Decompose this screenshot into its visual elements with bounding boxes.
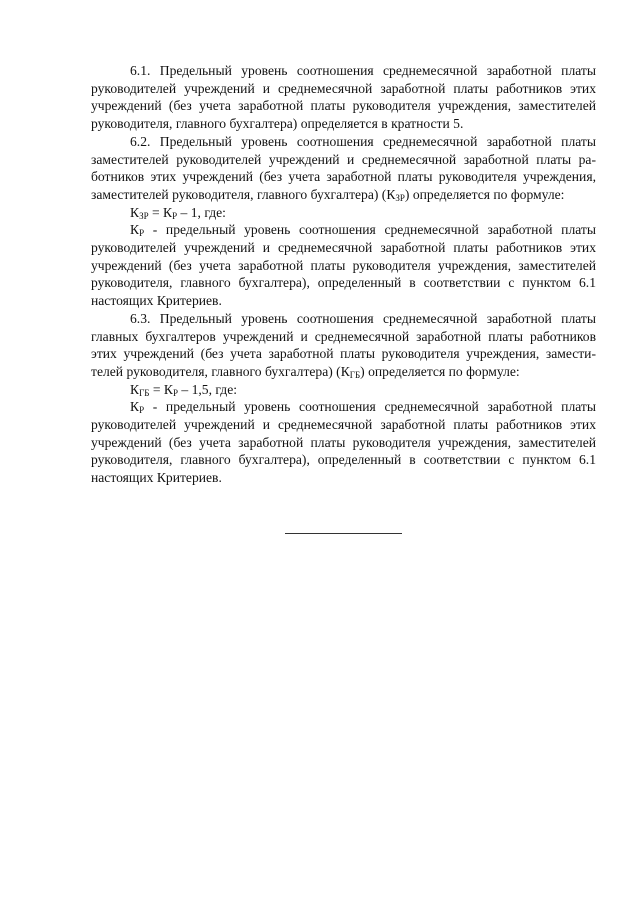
- subscript: Р: [139, 228, 145, 239]
- subscript: ГБ: [349, 369, 361, 380]
- document-body: [91, 62, 596, 487]
- paragraph-6-1: 6.1. Предельный уровень соотношения среднемесячной заработной платы руководителей учреждений и среднемесячной заработной платы работников этих учреждений (без учета заработной платы руководителя учреждения, заместителей руководителя, главного бухгалтера) определяется в кратности 5.: [91, 63, 596, 132]
- subscript: ГБ: [139, 387, 150, 398]
- subscript: Р: [172, 210, 178, 221]
- subscript: Р: [139, 405, 145, 416]
- subscript: ЗР: [139, 210, 149, 221]
- definition-kr-2: $К_Р$ - предельный уровень соотношения среднемесячной заработной платы руководителей учреждений и среднемесячной заработной платы работников этих учреждений (без учета заработной платы руководителя учреждения, заместителей руководителя, главного бухгалтера), определенный в соответствии с пунктом 6.1 настоящих Критериев.: [91, 399, 596, 486]
- formula-kzr: $К_{ЗР} = К_Р - 1$, где:: [130, 204, 226, 221]
- subscript: ЗР: [395, 192, 405, 203]
- end-separator-line: [285, 533, 402, 534]
- subscript: Р: [172, 387, 178, 398]
- definition-kr-1: $К_Р$ - предельный уровень соотношения среднемесячной заработной платы руководителей учреждений и среднемесячной заработной платы работников этих учреждений (без учета заработной платы руководителя учреждения, заместителей руководителя, главного бухгалтера), определенный в соответствии с пунктом 6.1 настоящих Критериев.: [91, 222, 596, 309]
- formula-kgb: $К_{ГБ} = К_Р - 1,5$, где:: [130, 381, 238, 398]
- paragraph-6-2: 6.2. Предельный уровень соотношения среднемесячной заработной платы заместителей руководителей учреждений и среднемесячной заработной платы работников этих учреждений (без учета заработной платы руководителя учреждения, заместителей руководителя, главного бухгалтера) $(К_{ЗР})$ определяется по формуле:: [91, 133, 596, 203]
- paragraph-6-3: 6.3. Предельный уровень соотношения среднемесячной заработной платы главных бухгалтеров учреждений и среднемесячной заработной платы работников этих учреждений (без учета заработной платы руководителя учреждения, заместителей руководителя, главного бухгалтера) $(К_{ГБ})$ определяется по формуле:: [91, 310, 596, 380]
